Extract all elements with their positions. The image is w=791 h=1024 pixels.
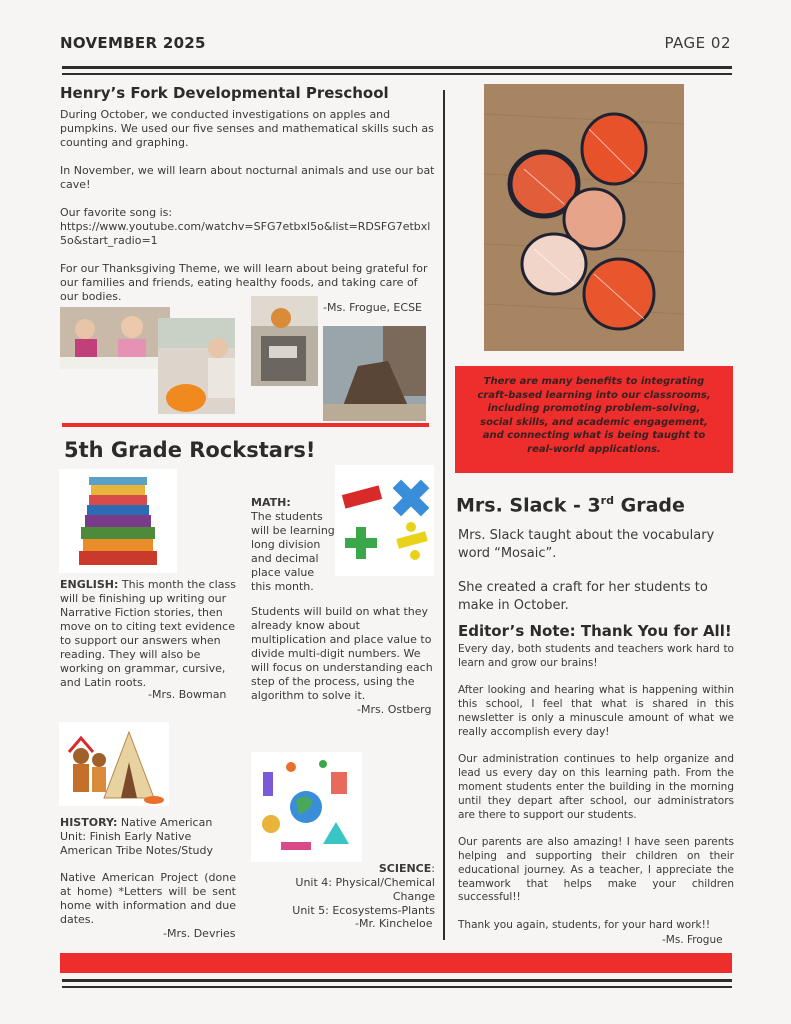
craft-callout-text: There are many benefits to integrating craft-based learning into our classrooms, including promoting problem-solving, social skills, and academic engagement, and connecting what is being taught to real-world applications. <box>477 376 711 455</box>
english-label: ENGLISH: <box>60 578 119 591</box>
editor-body <box>458 643 734 933</box>
science-label: SCIENCE <box>378 862 432 875</box>
science-unit-5: Unit 5: Ecosystems-Plants <box>292 904 435 917</box>
english-signature: -Mrs. Bowman <box>148 688 227 701</box>
editor-title: Editor’s Note: Thank You for All! <box>458 622 732 640</box>
math-symbols-icon <box>335 465 434 576</box>
editor-p4: Our parents are also amazing! I have seen parents helping and supporting their children on their educational journey. As a teacher, I appreciate the teamwork that helps make your children successful!! <box>458 836 734 904</box>
science-signature: -Mr. Kincheloe <box>355 917 433 930</box>
preschool-signature: -Ms. Frogue, ECSE <box>323 301 422 314</box>
photo-bat-cave-art <box>323 326 426 421</box>
preschool-red-rule <box>62 423 429 427</box>
photo-children-table <box>60 307 170 369</box>
preschool-title: Henry’s Fork Developmental Preschool <box>60 84 389 102</box>
english-text: This month the class will be finishing up writing our Narrative Fiction stories, then move on to citing text evidence to support our answers when reading. They will also be working on grammar, cursive, and Latin roots. <box>60 578 236 689</box>
books-illustration <box>59 469 177 573</box>
slack-body <box>458 527 733 614</box>
craft-callout-box <box>455 366 733 473</box>
preschool-body <box>60 108 435 304</box>
history-signature: -Mrs. Devries <box>163 927 236 940</box>
math-intro <box>251 496 335 594</box>
slack-title-sup: rd <box>600 494 614 507</box>
editor-p2: After looking and hearing what is happening within this school, I feel that what is shared in this newsletter is only a minuscule amount of what we really accomplish every day! <box>458 684 734 738</box>
math-signature: -Mrs. Ostberg <box>357 703 432 716</box>
history-label: HISTORY: <box>60 816 118 829</box>
english-section <box>60 578 238 690</box>
header-rule-top <box>62 66 732 69</box>
slack-title-end: Grade <box>613 494 685 517</box>
slack-p2: She created a craft for her students to make in October. <box>458 580 708 613</box>
science-unit-4: Unit 4: Physical/Chemical Change <box>295 876 435 903</box>
native-american-illustration <box>59 722 169 806</box>
history-text-2: Native American Project (done at home) *Letters will be sent home with information and due dates. <box>60 871 236 926</box>
preschool-p2: In November, we will learn about nocturnal animals and use our bat cave! <box>60 164 435 191</box>
photo-pumpkin-carving-art <box>158 318 235 414</box>
science-icon <box>251 752 362 862</box>
history-text: Native American Unit: Finish Early Native American Tribe Notes/Study <box>60 816 214 857</box>
slack-title <box>456 494 685 516</box>
math-text-1: The students will be learning long division and decimal place value this month. <box>251 510 335 593</box>
newsletter-month: NOVEMBER 2025 <box>60 34 206 52</box>
photo-mosaic-pumpkins-art <box>484 84 684 351</box>
footer-rule-bottom <box>62 986 732 988</box>
math-symbols-illustration <box>335 465 434 576</box>
editor-p1: Every day, both students and teachers work hard to learn and grow our brains! <box>458 643 734 669</box>
editor-signature: -Ms. Frogue <box>662 934 723 946</box>
photo-classroom-kitchen <box>251 296 318 386</box>
math-label: MATH: <box>251 496 291 509</box>
math-text-2: Students will build on what they already know about multiplication and place value to divide multi-digit numbers. We will focus on understanding each step of the process, using the algorithm to solve it. <box>251 605 433 702</box>
photo-pumpkin-carving <box>158 318 235 414</box>
preschool-p3-label: Our favorite song is: <box>60 206 173 219</box>
column-divider <box>443 90 445 940</box>
photo-classroom-kitchen-art <box>251 296 318 386</box>
preschool-p4: For our Thanksgiving Theme, we will learn about being grateful for our families and friends, eating healthy foods, and taking care of our bodies. <box>60 262 428 303</box>
footer-rule-top <box>62 979 732 982</box>
song-link[interactable]: https://www.youtube.com/watchv=SFG7etbxl5o&list=RDSFG7etbxl5o&start_radio=1 <box>60 220 431 247</box>
slack-p1: Mrs. Slack taught about the vocabulary word “Mosaic”. <box>458 528 715 561</box>
photo-children-table-art <box>60 307 170 369</box>
footer-red-band <box>60 953 732 973</box>
books-icon <box>59 469 177 573</box>
header-rule-bottom <box>62 73 732 75</box>
page-number: PAGE 02 <box>664 34 731 52</box>
teepee-icon <box>59 722 169 806</box>
editor-p5: Thank you again, students, for your hard work!! <box>458 918 711 931</box>
science-illustration <box>251 752 362 862</box>
photo-bat-cave <box>323 326 426 421</box>
grade5-title: 5th Grade Rockstars! <box>64 438 316 462</box>
science-section: SCIENCE: Unit 4: Physical/Chemical Change Unit 5: Ecosystems-Plants <box>251 862 435 918</box>
history-section <box>60 816 238 858</box>
editor-p3: Our administration continues to help organize and lead us every day on this learning path. From the moment students enter the building in the morning until they depart after school, our administrators are there to support our students. <box>458 753 734 821</box>
slack-title-main: Mrs. Slack - 3 <box>456 494 601 517</box>
preschool-p1: During October, we conducted investigations on apples and pumpkins. We used our five senses and mathematical skills such as counting and graphing. <box>60 108 434 149</box>
photo-mosaic-pumpkins <box>484 84 684 351</box>
